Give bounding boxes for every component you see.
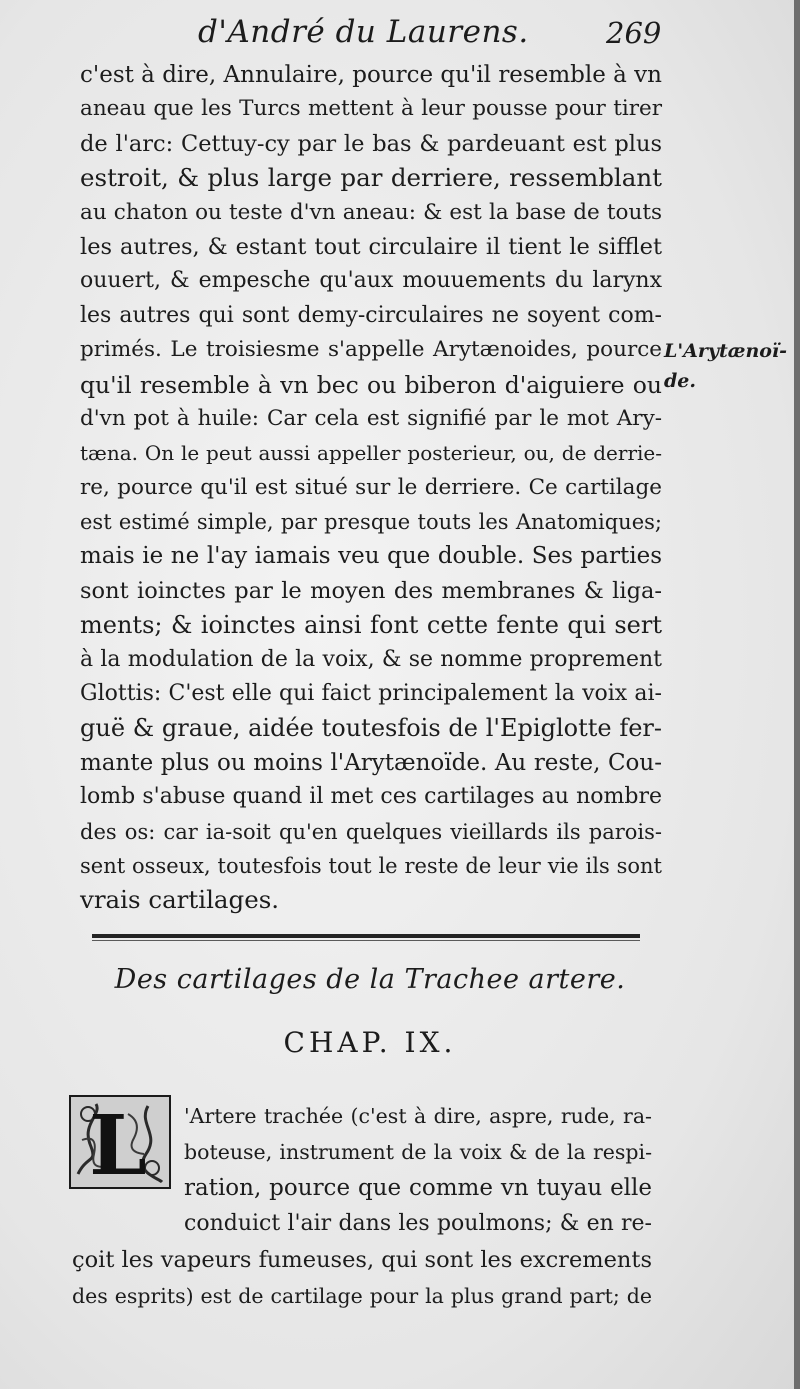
page-number: 269 [606, 16, 662, 50]
text-line: 'Artere trachée (c'est à dire, aspre, rude, ra- [184, 1104, 652, 1128]
text-line: re, pource qu'il est situé sur le derriere. Ce cartilage [80, 474, 662, 500]
text-line: vrais cartilages. [80, 885, 280, 915]
margin-note-line: de. [664, 370, 696, 392]
chapter-heading: CHAP. IX. [283, 1026, 457, 1059]
text-line: mais ie ne l'ay iamais veu que double. Ses parties [80, 543, 662, 570]
text-line: sent osseux, toutesfois tout le reste de leur vie ils sont [80, 853, 662, 878]
text-line: aneau que les Turcs mettent à leur pousse pour tirer [80, 96, 662, 122]
drop-cap-letter: L [89, 1098, 147, 1190]
text-line: de l'arc: Cettuy-cy par le bas & pardeuant est plus [80, 130, 662, 157]
chapter-paragraph [72, 1098, 652, 1314]
text-line: est estimé simple, par presque touts les Anatomiques; [80, 510, 662, 535]
section-divider [92, 934, 640, 938]
text-line: ouuert, & empesche qu'aux mouuements du larynx [80, 268, 662, 294]
text-line: estroit, & plus large par derriere, ressemblant [80, 163, 662, 193]
body-paragraph [80, 58, 662, 918]
margin-note-line: L'Arytænoï- [664, 340, 788, 362]
section-divider-thin [92, 940, 640, 941]
text-line: d'vn pot à huile: Car cela est signifié par le mot Ary- [80, 405, 662, 431]
page-edge-shadow [794, 0, 800, 1389]
text-line: conduict l'air dans les poulmons; & en re- [184, 1211, 652, 1236]
running-head: d'André du Laurens. [198, 14, 529, 50]
page-header [0, 8, 800, 56]
text-line: primés. Le troisiesme s'appelle Arytænoides, pource [80, 337, 662, 363]
text-line: ration, pource que comme vn tuyau elle [184, 1175, 652, 1201]
margin-note [664, 336, 794, 396]
text-line: mante plus ou moins l'Arytænoïde. Au reste, Cou- [80, 749, 662, 776]
text-line: des esprits) est de cartilage pour la plus grand part; de [72, 1284, 652, 1308]
text-line: c'est à dire, Annulaire, pource qu'il resemble à vn [80, 62, 662, 88]
text-line: çoit les vapeurs fumeuses, qui sont les excrements [72, 1247, 652, 1273]
text-line: lomb s'abuse quand il met ces cartilages au nombre [80, 784, 662, 810]
text-line: ments; & ioinctes ainsi font cette fente qui sert [80, 611, 662, 640]
text-line: sont ioinctes par le moyen des membranes & liga- [80, 577, 662, 604]
section-title: Des cartilages de la Trachee artere. [114, 964, 626, 995]
text-line: les autres, & estant tout circulaire il tient le sifflet [80, 233, 662, 260]
text-line: Glottis: C'est elle qui faict principalement la voix ai- [80, 681, 662, 707]
text-line: au chaton ou teste d'vn aneau: & est la base de touts [80, 199, 662, 225]
text-line: qu'il resemble à vn bec ou biberon d'aiguiere ou [80, 370, 662, 399]
text-line: boteuse, instrument de la voix & de la respi- [184, 1140, 652, 1164]
text-line: les autres qui sont demy-circulaires ne soyent com- [80, 302, 662, 328]
text-line: tæna. On le peut aussi appeller posterieur, ou, de derrie- [80, 441, 662, 466]
text-line: guë & graue, aidée toutesfois de l'Epiglotte fer- [80, 714, 662, 743]
text-line: des os: car ia-soit qu'en quelques vieillards ils parois- [80, 819, 662, 844]
text-line: à la modulation de la voix, & se nomme proprement [80, 646, 662, 672]
